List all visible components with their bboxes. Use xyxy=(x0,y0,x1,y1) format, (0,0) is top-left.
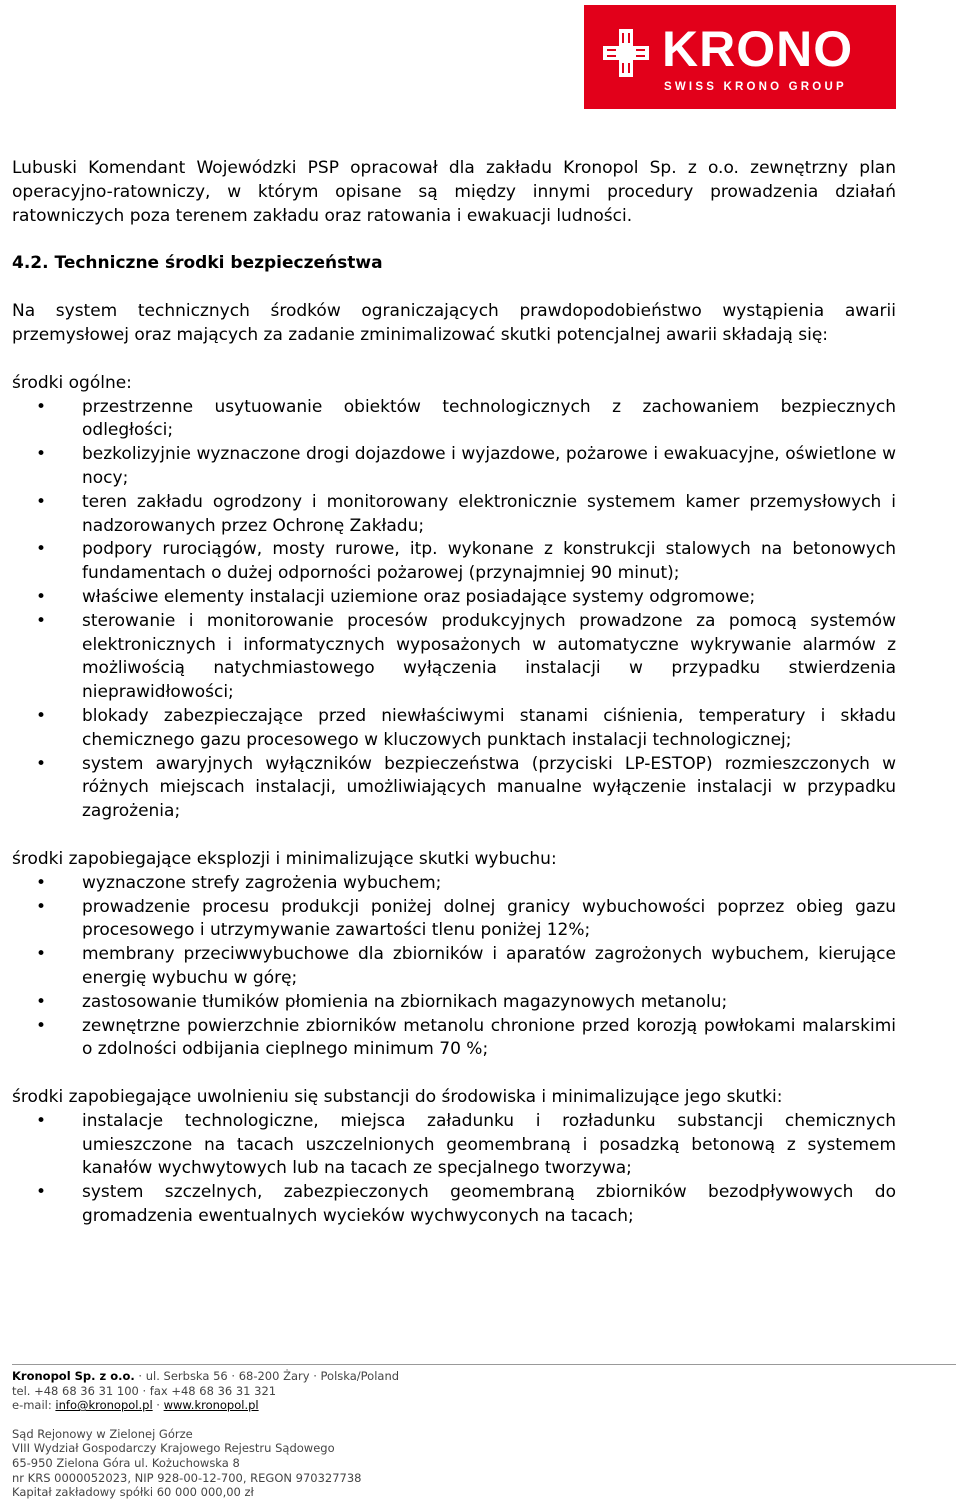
list-item: • zastosowanie tłumików płomienia na zbiornikach magazynowych metanolu; xyxy=(12,991,896,1015)
list-item: • instalacje technologiczne, miejsca załadunku i rozładunku substancji chemicznych umieszczone na tacach uszczelnionych geomembraną i posadzką betonową z systemem kanałów wychwytowych lub na tacach ze specjalnego tworzywa; xyxy=(12,1110,896,1181)
list-item: • membrany przeciwwybuchowe dla zbiorników i aparatów zagrożonych wybuchem, kierujące energię wybuchu w górę; xyxy=(12,943,896,991)
group-title-explosion: środki zapobiegające eksplozji i minimalizujące skutki wybuchu: xyxy=(12,848,557,869)
footer-divider xyxy=(12,1364,956,1365)
list-item: • system szczelnych, zabezpieczonych geomembraną zbiorników bezodpływowych do gromadzenia ewentualnych wycieków wychwyconych na tacach; xyxy=(12,1181,896,1229)
logo-tagline: SWISS KRONO GROUP xyxy=(664,81,847,93)
intro-paragraph: Lubuski Komendant Wojewódzki PSP opracował dla zakładu Kronopol Sp. z o.o. zewnętrzny plan operacyjno-ratowniczy, w którym opisane są między innymi procedury prowadzenia działań ratowniczych poza terenem zakładu oraz ratowania i ewakuacji ludności. xyxy=(12,158,896,226)
list-item: • zewnętrzne powierzchnie zbiorników metanolu chronione przed korozją powłokami malarskimi o zdolności odbijania cieplnego minimum 70 %; xyxy=(12,1015,896,1063)
group-title-environment: środki zapobiegające uwolnieniu się substancji do środowiska i minimalizujące jego skutki: xyxy=(12,1087,783,1108)
list-item: • prowadzenie procesu produkcji poniżej dolnej granicy wybuchowości poprzez obieg gazu procesowego i utrzymywanie zawartości tlenu poniżej 12%; xyxy=(12,896,896,944)
footer-court-address: 65-950 Zielona Góra ul. Kożuchowska 8 xyxy=(12,1455,240,1470)
document-body xyxy=(12,157,896,1229)
section-heading: 4.2. Techniczne środki bezpieczeństwa xyxy=(12,253,383,274)
list-item: • wyznaczone strefy zagrożenia wybuchem; xyxy=(12,872,896,896)
footer-separator: · xyxy=(152,1398,164,1413)
logo-brand: KRONO xyxy=(662,21,854,77)
list-environment xyxy=(12,1110,896,1229)
list-item: • sterowanie i monitorowanie procesów produkcyjnych prowadzone za pomocą systemów elektronicznych i informatycznych wyposażonych w automatyczne wykrywanie alarmów z możliwością natychmiastowego wyłączenia instalacji w przypadku stwierdzenia nieprawidłowości; xyxy=(12,610,896,705)
list-item: • teren zakładu ogrodzony i monitorowany elektronicznie systemem kamer przemysłowych i nadzorowanych przez Ochronę Zakładu; xyxy=(12,491,896,539)
footer-company: Kronopol Sp. z o.o. xyxy=(12,1369,135,1383)
swiss-cross-icon xyxy=(603,29,649,77)
section-lead: Na system technicznych środków ograniczających prawdopodobieństwo wystąpienia awarii przemysłowej oraz mających za zadanie zminimalizować skutki potencjalnej awarii składają się: xyxy=(12,301,896,345)
list-item: • blokady zabezpieczające przed niewłaściwymi stanami ciśnienia, temperatury i składu chemicznego gazu procesowego w kluczowych punktach instalacji technologicznej; xyxy=(12,705,896,753)
footer-address: · ul. Serbska 56 · 68-200 Żary · Polska/Poland xyxy=(134,1369,400,1383)
footer-registry: nr KRS 0000052023, NIP 928-00-12-700, REGON 970327738 xyxy=(12,1470,362,1485)
footer-phone: tel. +48 68 36 31 100 · fax +48 68 36 31 321 xyxy=(12,1383,277,1398)
list-item: • podpory rurociągów, mosty rurowe, itp. wykonane z konstrukcji stalowych na betonowych fundamentach o dużej odporności pożarowej (przynajmniej 90 minut); xyxy=(12,538,896,586)
footer-website-link[interactable]: www.kronopol.pl xyxy=(163,1398,259,1413)
list-item: • przestrzenne usytuowanie obiektów technologicznych z zachowaniem bezpiecznych odległości; xyxy=(12,396,896,444)
footer xyxy=(12,1369,912,1500)
list-item: • właściwe elementy instalacji uziemione oraz posiadające systemy odgromowe; xyxy=(12,586,896,610)
krono-logo xyxy=(584,5,896,109)
list-item: • system awaryjnych wyłączników bezpieczeństwa (przyciski LP-ESTOP) rozmieszczonych w różnych miejscach instalacji, umożliwiających manualne wyłączenie instalacji w przypadku zagrożenia; xyxy=(12,753,896,824)
footer-capital: Kapitał zakładowy spółki 60 000 000,00 zł xyxy=(12,1485,254,1500)
group-title-general: środki ogólne: xyxy=(12,372,132,393)
footer-email-label: e-mail: xyxy=(12,1398,56,1413)
list-explosion xyxy=(12,872,896,1062)
list-general xyxy=(12,396,896,824)
footer-court: Sąd Rejonowy w Zielonej Górze xyxy=(12,1426,193,1441)
footer-email-link[interactable]: info@kronopol.pl xyxy=(55,1398,153,1413)
footer-division: VIII Wydział Gospodarczy Krajowego Rejestru Sądowego xyxy=(12,1441,335,1456)
list-item: • bezkolizyjnie wyznaczone drogi dojazdowe i wyjazdowe, pożarowe i ewakuacyjne, oświetlone w nocy; xyxy=(12,443,896,491)
